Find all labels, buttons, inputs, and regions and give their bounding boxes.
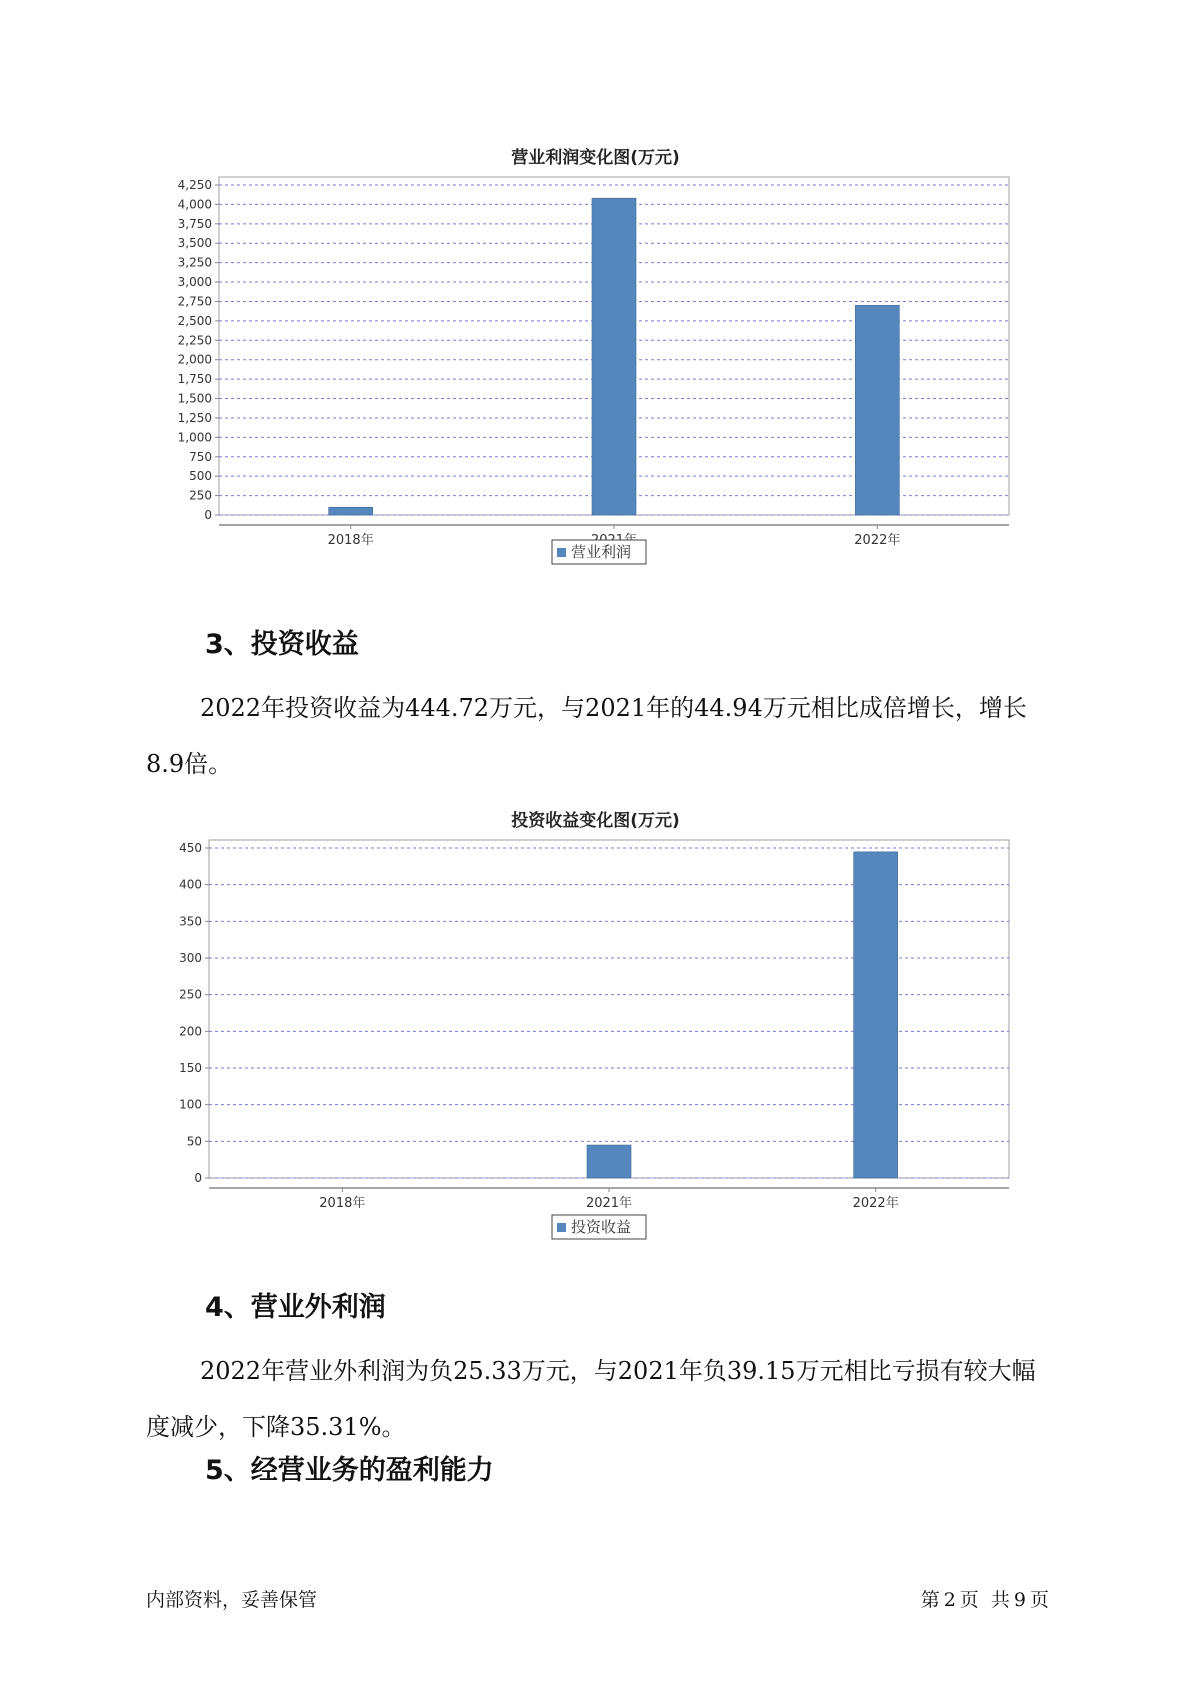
legend-label: 投资收益 (571, 1218, 632, 1236)
y-tick-label: 250 (189, 488, 212, 503)
y-tick-label: 50 (186, 1134, 202, 1149)
bar-2 (855, 305, 899, 515)
y-tick-label: 2,500 (177, 313, 212, 328)
y-tick-label: 100 (179, 1097, 202, 1112)
y-tick-label: 2,750 (177, 294, 212, 309)
paragraph-investment-text: 2022年投资收益为444.72万元，与2021年的44.94万元相比成倍增长，增长8.9倍。 (146, 694, 1027, 778)
y-tick-label: 400 (179, 877, 202, 892)
operating-profit-chart (0, 165, 1191, 595)
legend-label: 营业利润 (571, 543, 632, 561)
x-tick-label: 2022年 (852, 1196, 899, 1211)
x-tick-label: 2018年 (319, 1196, 366, 1211)
bar-1 (587, 1145, 631, 1178)
y-tick-label: 250 (179, 987, 202, 1002)
y-tick-label: 0 (194, 1171, 202, 1185)
y-tick-label: 0 (204, 508, 212, 522)
chart-title-operating-profit: 营业利润变化图(万元) (511, 148, 680, 168)
bar-0 (329, 507, 373, 515)
y-tick-label: 4,000 (177, 197, 212, 212)
x-tick-label: 2018年 (327, 533, 374, 548)
y-tick-label: 500 (189, 469, 212, 484)
y-tick-label: 200 (179, 1024, 202, 1039)
x-tick-label: 2021年 (585, 1196, 633, 1211)
y-tick-label: 3,250 (177, 255, 212, 270)
heading-non-operating-profit: 4、营业外利润 (205, 1292, 386, 1323)
page-current: 2 (943, 1589, 956, 1611)
y-tick-label: 150 (179, 1061, 202, 1075)
y-tick-label: 3,000 (177, 275, 212, 290)
paragraph-non-operating-profit (146, 1343, 1056, 1455)
bar-1 (592, 198, 636, 515)
y-tick-label: 450 (179, 841, 202, 855)
y-tick-label: 3,500 (177, 236, 212, 251)
y-tick-label: 2,250 (177, 333, 212, 348)
y-tick-label: 300 (179, 951, 202, 965)
legend-swatch (557, 1223, 566, 1232)
y-tick-label: 350 (179, 914, 202, 929)
y-tick-label: 2,000 (177, 352, 212, 367)
page-suffix: 页 (1029, 1589, 1049, 1611)
footer-page-number (919, 1585, 1051, 1612)
investment-income-chart (0, 830, 1191, 1260)
y-tick-label: 750 (189, 449, 212, 464)
y-tick-label: 3,750 (177, 216, 212, 231)
page-prefix: 第 (920, 1589, 940, 1611)
page-total: 9 (1013, 1589, 1026, 1611)
footer-confidential-note: 内部资料，妥善保管 (146, 1589, 318, 1611)
bar-2 (854, 852, 898, 1178)
y-tick-label: 1,000 (177, 430, 212, 445)
paragraph-investment-income (146, 680, 1056, 792)
chart-title-investment-income: 投资收益变化图(万元) (511, 811, 680, 831)
y-tick-label: 1,250 (177, 410, 212, 425)
y-tick-label: 1,750 (177, 372, 212, 387)
page-mid: 页 共 (959, 1589, 1010, 1611)
y-tick-label: 4,250 (177, 178, 212, 192)
x-tick-label: 2022年 (854, 533, 901, 548)
y-tick-label: 1,500 (177, 391, 212, 406)
paragraph-nonop-text: 2022年营业外利润为负25.33万元，与2021年负39.15万元相比亏损有较大幅度减少，下降35.31%。 (146, 1357, 1036, 1441)
heading-investment-income: 3、投资收益 (205, 629, 359, 660)
legend-swatch (557, 548, 566, 557)
heading-profitability: 5、经营业务的盈利能力 (205, 1455, 494, 1486)
